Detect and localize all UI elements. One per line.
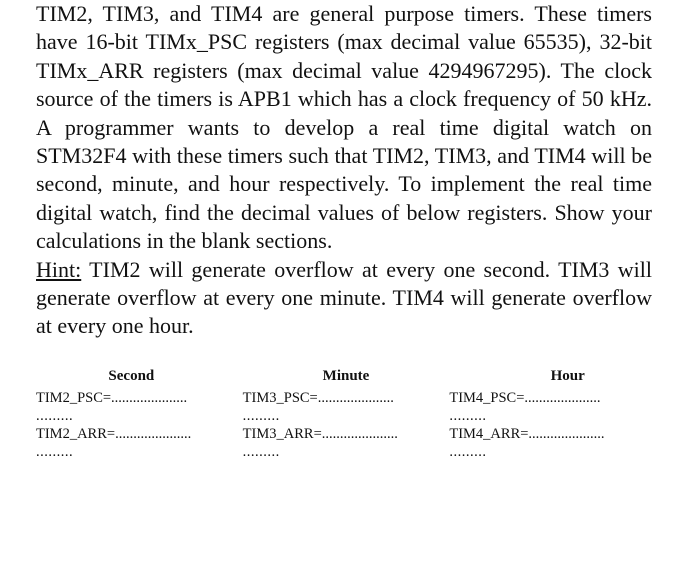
tim2-arr-continuation: ......... [36, 444, 74, 460]
hint-text: TIM2 will generate overflow at every one second. TIM3 will generate overflow at every one minute. TIM4 will generate overflow at every one hour. [36, 256, 652, 339]
problem-paragraph: TIM2, TIM3, and TIM4 are general purpose timers. These timers have 16-bit TIMx_PSC registers (max decimal value 65535), 32-bit TIMx_ARR registers (max decimal value 4294967295). The clock source of the timers is APB1 which has a clock frequency of 50 kHz. A programmer wants to develop a real time digital watch on STM32F4 with these timers such that TIM2, TIM3, and TIM4 will be second, minute, and hour respectively. To implement the real time digital watch, find the decimal values of below registers. Show your calculations in the blank sections. [36, 1, 652, 254]
column-title: Minute [322, 368, 370, 384]
tim3-psc-blank[interactable]: TIM3_PSC=..................... [242, 390, 394, 406]
hint-paragraph [36, 256, 652, 341]
tim4-psc-continuation: ......... [449, 408, 487, 424]
register-table [36, 368, 656, 462]
tim2-psc-continuation: ......... [36, 408, 74, 424]
tim2-psc-blank[interactable]: TIM2_PSC=..................... [36, 390, 188, 406]
problem-statement [36, 0, 652, 341]
column-hour [449, 368, 656, 462]
tim3-arr-blank[interactable]: TIM3_ARR=..................... [242, 426, 398, 442]
tim4-arr-continuation: ......... [449, 444, 487, 460]
tim4-psc-blank[interactable]: TIM4_PSC=..................... [449, 390, 601, 406]
tim3-arr-continuation: ......... [242, 444, 280, 460]
column-title: Hour [550, 368, 585, 384]
hint-label: Hint: [36, 256, 82, 282]
tim4-arr-blank[interactable]: TIM4_ARR=..................... [449, 426, 605, 442]
column-minute [243, 368, 450, 462]
column-title: Second [108, 368, 155, 384]
column-second [36, 368, 243, 462]
tim3-psc-continuation: ......... [242, 408, 280, 424]
tim2-arr-blank[interactable]: TIM2_ARR=..................... [36, 426, 192, 442]
